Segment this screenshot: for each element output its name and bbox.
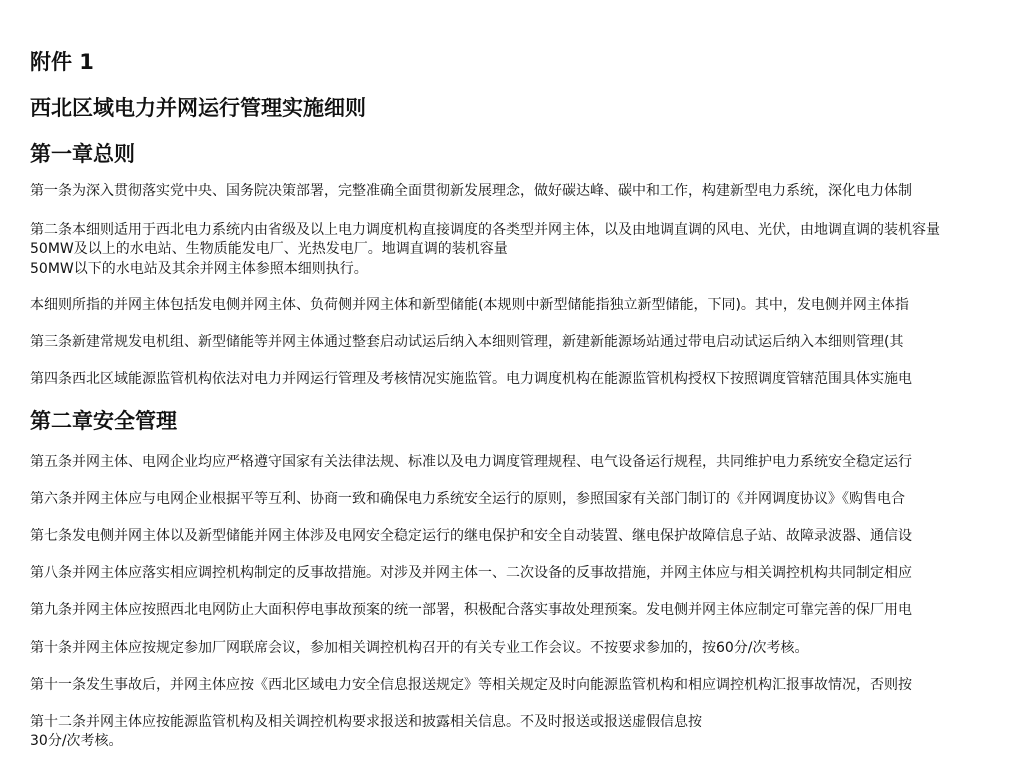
article-8: 第八条并网主体应落实相应调控机构制定的反事故措施。对涉及并网主体一、二次设备的反事故措施，并网主体应与相关调控机构共同制定相应 bbox=[30, 565, 912, 581]
document-title: 西北区域电力并网运行管理实施细则 bbox=[30, 96, 366, 120]
document-page bbox=[30, 0, 1024, 768]
scope-paragraph: 本细则所指的并网主体包括发电侧并网主体、负荷侧并网主体和新型储能(本规则中新型储能指独立新型储能，下同)。其中，发电侧并网主体指 bbox=[30, 297, 909, 313]
annex-label: 附件 1 bbox=[30, 50, 94, 74]
article-3: 第三条新建常规发电机组、新型储能等并网主体通过整套启动试运后纳入本细则管理，新建新能源场站通过带电启动试运后纳入本细则管理(其 bbox=[30, 334, 904, 350]
article-4: 第四条西北区域能源监管机构依法对电力并网运行管理及考核情况实施监管。电力调度机构在能源监管机构授权下按照调度管辖范围具体实施电 bbox=[30, 371, 912, 387]
article-5: 第五条并网主体、电网企业均应严格遵守国家有关法律法规、标准以及电力调度管理规程、电气设备运行规程，共同维护电力系统安全稳定运行 bbox=[30, 454, 912, 470]
article-2-line-2: 50MW及以上的水电站、生物质能发电厂、光热发电厂。地调直调的装机容量 bbox=[30, 241, 508, 257]
article-2-line-3: 50MW以下的水电站及其余并网主体参照本细则执行。 bbox=[30, 261, 368, 277]
article-12-line-1: 第十二条并网主体应按能源监管机构及相关调控机构要求报送和披露相关信息。不及时报送或报送虚假信息按 bbox=[30, 714, 702, 730]
article-9: 第九条并网主体应按照西北电网防止大面积停电事故预案的统一部署，积极配合落实事故处理预案。发电侧并网主体应制定可靠完善的保厂用电 bbox=[30, 602, 912, 618]
chapter-2-heading: 第二章安全管理 bbox=[30, 409, 177, 433]
article-1: 第一条为深入贯彻落实党中央、国务院决策部署，完整准确全面贯彻新发展理念，做好碳达峰、碳中和工作，构建新型电力系统，深化电力体制 bbox=[30, 183, 912, 199]
article-10: 第十条并网主体应按规定参加厂网联席会议，参加相关调控机构召开的有关专业工作会议。不按要求参加的，按60分/次考核。 bbox=[30, 640, 809, 656]
chapter-1-heading: 第一章总则 bbox=[30, 142, 135, 166]
article-6: 第六条并网主体应与电网企业根据平等互利、协商一致和确保电力系统安全运行的原则，参照国家有关部门制订的《并网调度协议》《购售电合 bbox=[30, 491, 905, 507]
article-2-line-1: 第二条本细则适用于西北电力系统内由省级及以上电力调度机构直接调度的各类型并网主体，以及由地调直调的风电、光伏，由地调直调的装机容量 bbox=[30, 222, 940, 238]
article-12-line-2: 30分/次考核。 bbox=[30, 733, 123, 749]
article-11: 第十一条发生事故后，并网主体应按《西北区域电力安全信息报送规定》等相关规定及时向能源监管机构和相应调控机构汇报事故情况，否则按 bbox=[30, 677, 912, 693]
article-7: 第七条发电侧并网主体以及新型储能并网主体涉及电网安全稳定运行的继电保护和安全自动装置、继电保护故障信息子站、故障录波器、通信设 bbox=[30, 528, 912, 544]
